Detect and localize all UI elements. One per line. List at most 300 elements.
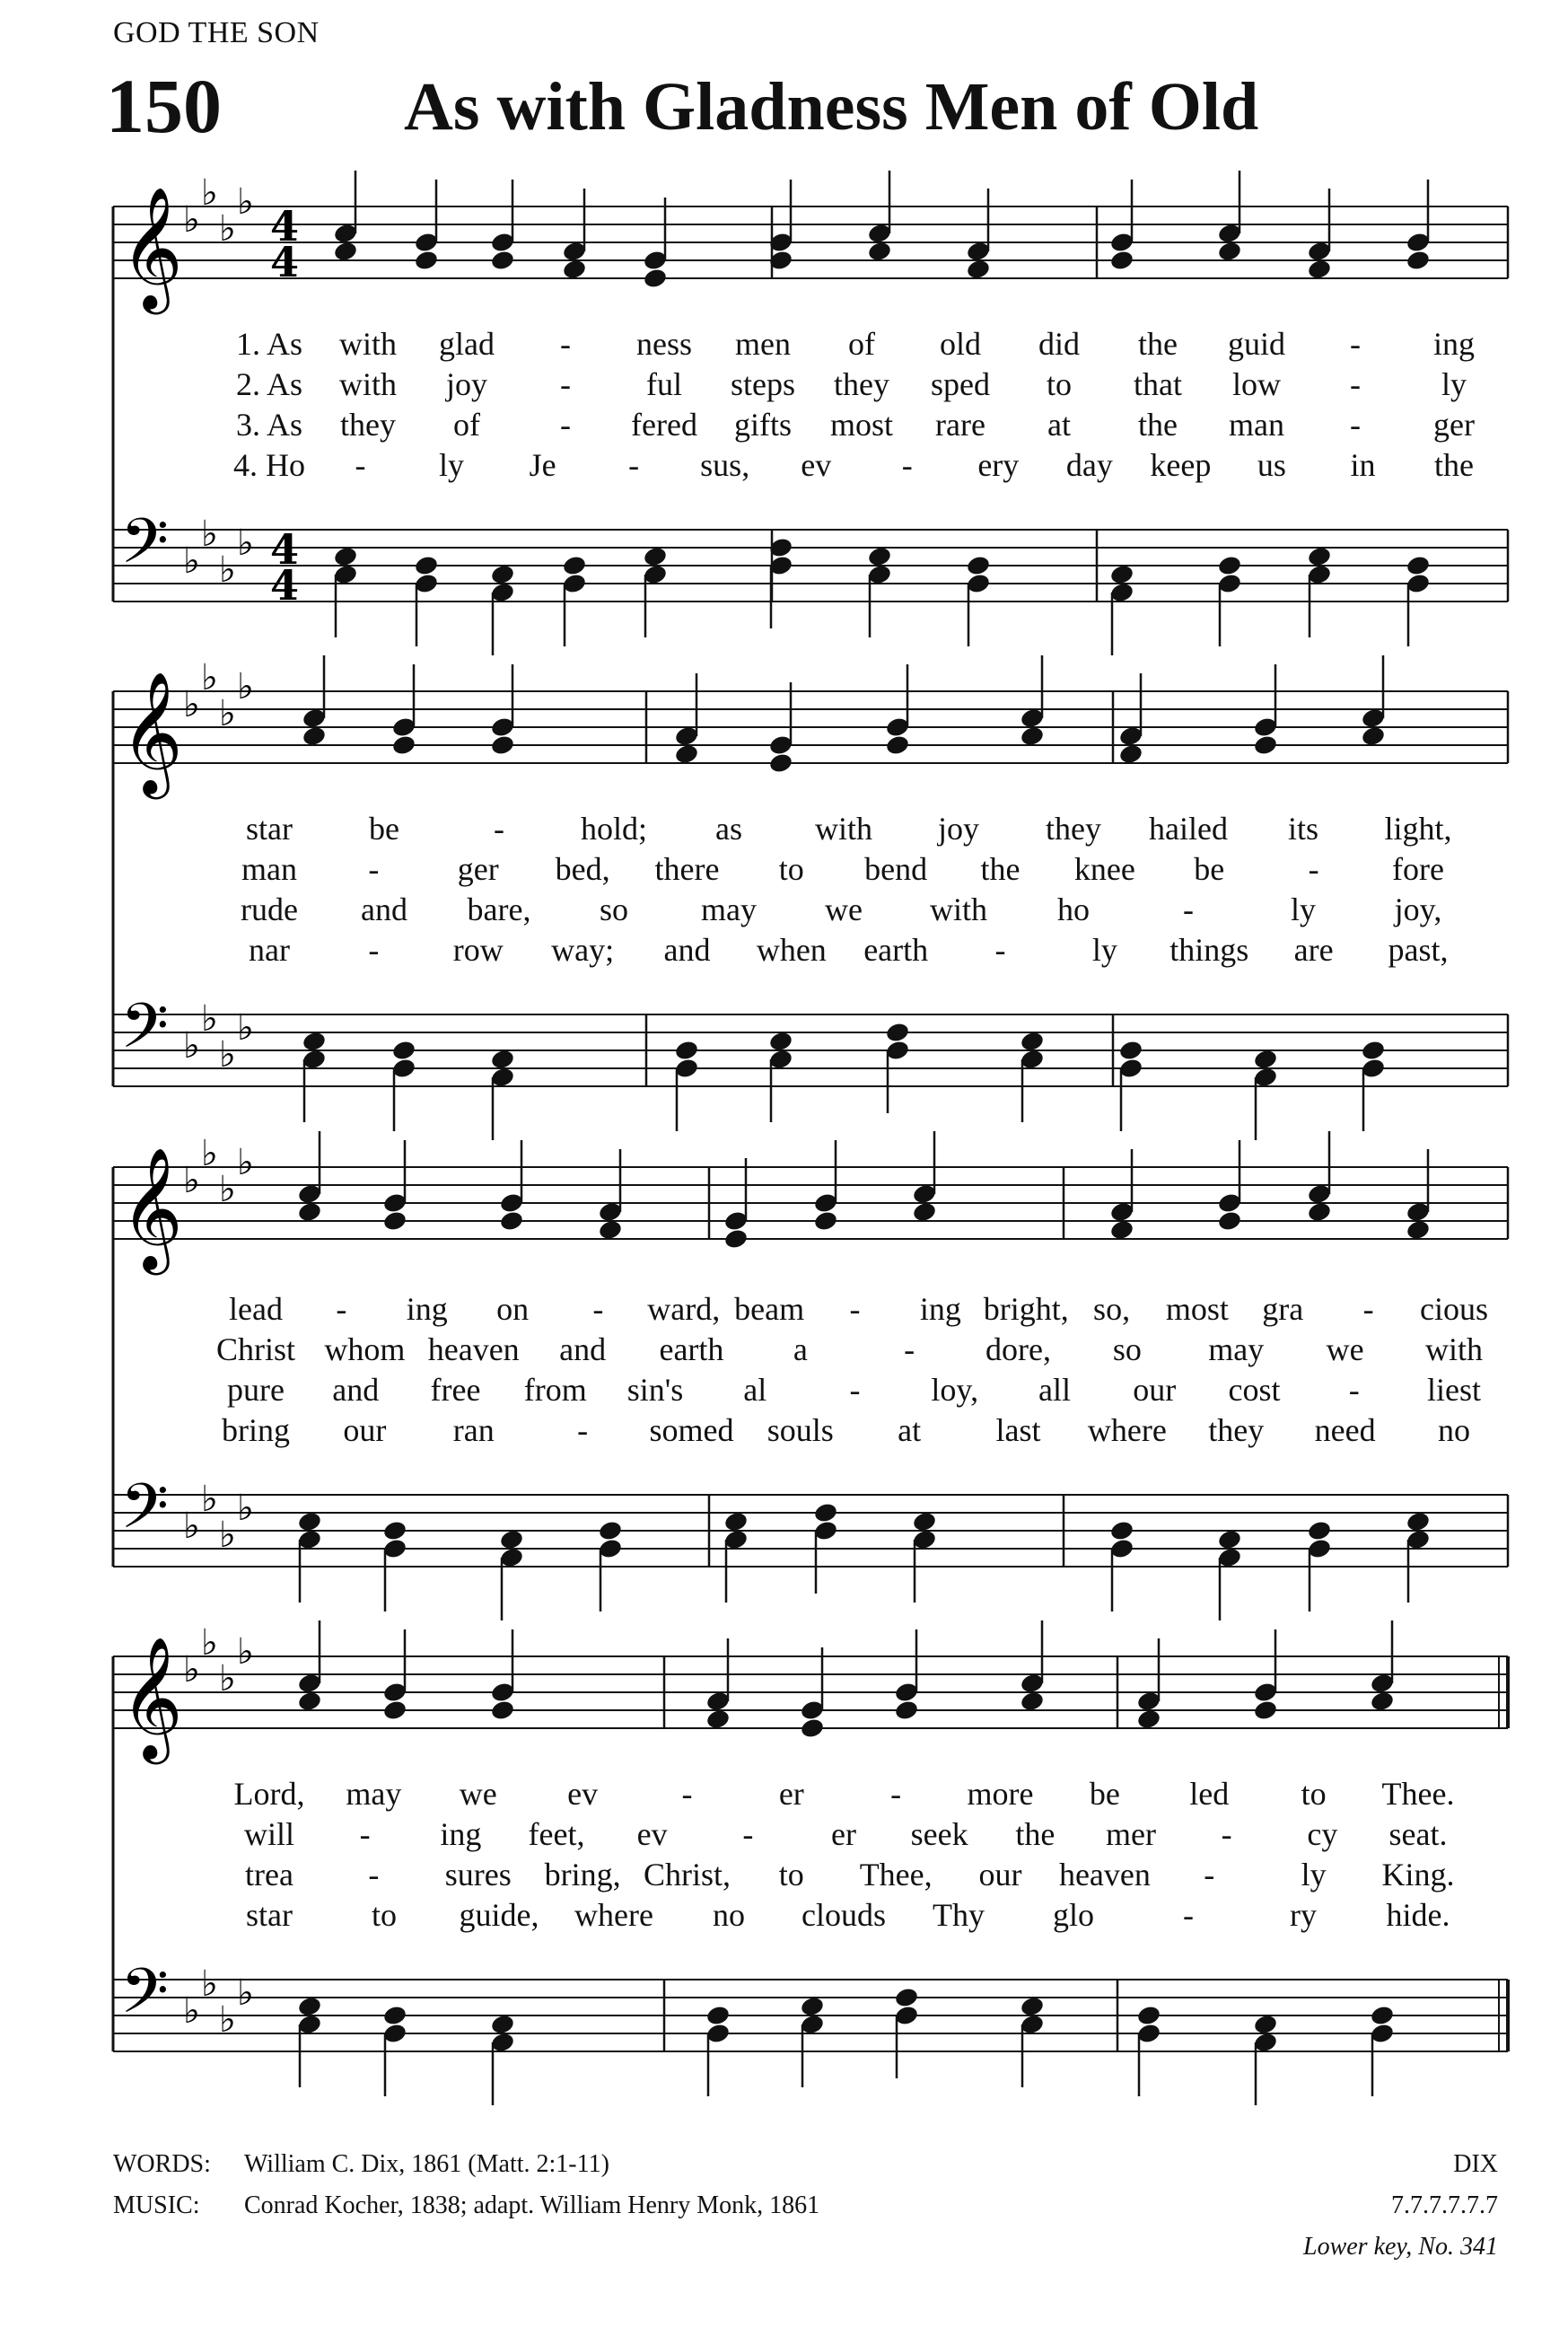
syllable-hyphen: - [368, 932, 380, 968]
lyric-syllable: and [663, 932, 711, 968]
note-head [1253, 1048, 1279, 1070]
lyric-syllable: that [1134, 366, 1182, 402]
lyric-syllable: ward, [647, 1291, 721, 1327]
treble-clef-icon: 𝄞 [120, 670, 183, 794]
lyric-syllable: somed [649, 1412, 734, 1448]
lyric-syllable: ery [977, 447, 1020, 483]
words-text: William C. Dix, 1861 (Matt. 2:1-11) [244, 2150, 609, 2178]
syllable-hyphen: - [560, 326, 571, 362]
lyric-syllable: our [978, 1857, 1022, 1893]
music-credit [113, 2185, 819, 2226]
words-label: WORDS: [113, 2150, 211, 2178]
lyric-syllable: will [243, 1816, 295, 1852]
lyric-syllable: fore [1392, 851, 1444, 887]
lyric-syllable: joy [937, 811, 980, 847]
lyric-syllable: light, [1384, 811, 1452, 847]
lyric-syllable: er [831, 1816, 856, 1852]
note-head [1370, 2004, 1396, 2026]
lyric-syllable: from [523, 1372, 587, 1408]
lyric-syllable: heaven [427, 1331, 520, 1367]
note-head [1109, 249, 1135, 271]
lyric-line [0, 365, 1568, 405]
note-head [1361, 725, 1387, 747]
flat-icon: ♭ [219, 1658, 236, 1699]
lyric-syllable: be [369, 811, 399, 847]
flat-icon: ♭ [183, 199, 200, 241]
lyric-syllable: bring [222, 1412, 290, 1448]
flat-icon: ♭ [201, 1479, 218, 1520]
lyric-syllable: guide, [459, 1897, 539, 1933]
lyric-line [0, 931, 1568, 970]
lyric-syllable: be [1194, 851, 1225, 887]
syllable-hyphen: - [890, 1776, 902, 1812]
lyric-syllable: sures [444, 1857, 512, 1893]
lyric-syllable: loy, [931, 1372, 979, 1408]
note-head [768, 751, 794, 774]
lyric-syllable: the [1015, 1816, 1056, 1852]
lyric-syllable: they [340, 407, 396, 443]
syllable-hyphen: - [1350, 366, 1361, 402]
note-head [1406, 249, 1432, 271]
lyric-syllable: all [1038, 1372, 1071, 1408]
note-head [414, 249, 440, 271]
lyric-syllable: to [1301, 1776, 1327, 1812]
lyric-syllable: sped [931, 366, 990, 402]
lyric-syllable: the [1434, 447, 1474, 483]
lyric-syllable: knee [1073, 851, 1135, 887]
lyric-syllable: 2. As [235, 366, 303, 402]
note-head [382, 1209, 408, 1232]
lyric-syllable: ing [440, 1816, 482, 1852]
time-signature: 4 [270, 525, 300, 574]
note-head [1020, 725, 1046, 747]
lyric-syllable: our [1133, 1372, 1177, 1408]
lyric-line [0, 325, 1568, 364]
lyric-syllable: free [430, 1372, 481, 1408]
tune-meter: 7.7.7.7.7.7 [1391, 2191, 1498, 2219]
lyric-syllable: ev [801, 447, 832, 483]
lyric-syllable: ger [457, 851, 499, 887]
note-head [705, 1708, 731, 1730]
flat-icon: ♭ [201, 657, 218, 698]
lyric-syllable: of [848, 326, 875, 362]
syllable-hyphen: - [494, 811, 504, 847]
note-head [1217, 554, 1243, 576]
lyric-syllable: no [713, 1897, 745, 1933]
flat-icon: ♭ [237, 1972, 254, 2014]
lyric-syllable: men [735, 326, 791, 362]
section-label: GOD THE SON [113, 16, 320, 49]
note-head [912, 1510, 938, 1532]
syllable-hyphen: - [681, 1776, 693, 1812]
lyric-syllable: man [1229, 407, 1284, 443]
lyric-syllable: old [939, 326, 982, 362]
lyric-syllable: they [1208, 1412, 1265, 1448]
lyric-syllable: Thee. [1381, 1776, 1455, 1812]
flat-icon: ♭ [237, 523, 254, 564]
flat-icon: ♭ [201, 514, 218, 555]
bass-clef-icon: 𝄢 [120, 505, 170, 593]
hymn-title: As with Gladness Men of Old [404, 69, 1259, 145]
note-head [1136, 1708, 1162, 1730]
flat-icon: ♭ [183, 1160, 200, 1201]
syllable-hyphen: - [1204, 1857, 1215, 1893]
note-head [382, 1519, 408, 1541]
lyric-syllable: seek [910, 1816, 968, 1852]
lyric-syllable: and [332, 1372, 380, 1408]
syllable-hyphen: - [1308, 851, 1319, 887]
note-head [490, 733, 516, 756]
lyric-syllable: we [825, 891, 863, 927]
lyric-syllable: cost [1228, 1372, 1281, 1408]
lyric-syllable: the [1138, 407, 1178, 443]
tune-name: DIX [1453, 2150, 1498, 2178]
lyric-syllable: ev [567, 1776, 599, 1812]
lyric-syllable: joy, [1394, 891, 1442, 927]
bass-clef-icon: 𝄢 [120, 1470, 170, 1558]
flat-icon: ♭ [183, 540, 200, 582]
lyric-syllable: joy [445, 366, 488, 402]
lyric-syllable: ger [1433, 407, 1475, 443]
lyric-syllable: glad [439, 326, 495, 362]
lyric-syllable: clouds [802, 1897, 886, 1933]
lyric-syllable: ho [1057, 891, 1090, 927]
bass-clef-icon: 𝄢 [120, 1954, 170, 2042]
note-head [1136, 2004, 1162, 2026]
note-head [1406, 1218, 1432, 1241]
flat-icon: ♭ [201, 172, 218, 214]
lyric-syllable: bend [864, 851, 928, 887]
note-head [382, 2004, 408, 2026]
lyric-syllable: are [1293, 932, 1334, 968]
syllable-hyphen: - [368, 851, 380, 887]
note-head [1361, 1039, 1387, 1061]
lyric-syllable: hailed [1149, 811, 1228, 847]
lyric-syllable: rare [935, 407, 985, 443]
lyric-syllable: us [1257, 447, 1286, 483]
credits [113, 2144, 819, 2226]
note-head [490, 563, 516, 585]
lyric-syllable: Thy [933, 1897, 985, 1933]
lyric-syllable: er [778, 1776, 804, 1812]
flat-icon: ♭ [219, 208, 236, 250]
lyric-syllable: 4. Ho [233, 447, 305, 483]
lyric-syllable: 3. As [235, 407, 303, 443]
lyric-syllable: heaven [1058, 1857, 1151, 1893]
lyric-syllable: guid [1227, 326, 1286, 362]
note-head [1307, 1200, 1333, 1223]
lyric-syllable: King. [1381, 1857, 1455, 1893]
note-head [912, 1200, 938, 1223]
note-head [302, 725, 328, 747]
note-head [297, 1690, 323, 1712]
flat-icon: ♭ [237, 1007, 254, 1049]
note-head [1253, 2013, 1279, 2035]
lyric-syllable: past, [1388, 932, 1449, 968]
note-head [674, 1039, 700, 1061]
flat-icon: ♭ [237, 1142, 254, 1183]
note-head [885, 733, 911, 756]
lyric-syllable: things [1169, 932, 1249, 968]
flat-icon: ♭ [183, 1025, 200, 1067]
lyric-syllable: ing [1432, 326, 1476, 362]
treble-clef-icon: 𝄞 [120, 1146, 183, 1269]
syllable-hyphen: - [904, 1331, 915, 1367]
lyric-syllable: the [1138, 326, 1178, 362]
flat-icon: ♭ [237, 1488, 254, 1529]
note-head [813, 1209, 839, 1232]
note-head [382, 1699, 408, 1721]
lyric-syllable: cious [1420, 1291, 1488, 1327]
note-head [768, 1030, 794, 1052]
note-head [1307, 545, 1333, 567]
lyric-syllable: with [1424, 1331, 1484, 1367]
lyric-syllable: ly [439, 447, 465, 483]
lyric-line [0, 1411, 1568, 1451]
syllable-hyphen: - [577, 1412, 589, 1448]
lyric-syllable: steps [731, 366, 795, 402]
lyric-syllable: no [1438, 1412, 1470, 1448]
note-head [391, 733, 417, 756]
lyric-syllable: we [459, 1776, 497, 1812]
lyric-line [0, 850, 1568, 890]
note-head [598, 1218, 624, 1241]
note-head [1118, 1039, 1144, 1061]
lyric-syllable: ev [636, 1816, 668, 1852]
words-credit [113, 2144, 819, 2185]
music-label: MUSIC: [113, 2191, 200, 2219]
note-head [643, 267, 669, 289]
syllable-hyphen: - [368, 1857, 380, 1893]
lyric-syllable: there [654, 851, 720, 887]
lyric-syllable: and [361, 891, 407, 927]
note-head [1217, 1528, 1243, 1550]
syllable-hyphen: - [1350, 326, 1361, 362]
note-head [499, 1209, 525, 1232]
syllable-hyphen: - [1183, 1897, 1194, 1933]
note-head [414, 554, 440, 576]
flat-icon: ♭ [219, 693, 236, 734]
note-head [1020, 1030, 1046, 1052]
lyric-syllable: may [701, 891, 757, 927]
note-head [643, 545, 669, 567]
lyric-syllable: man [241, 851, 297, 887]
treble-clef-icon: 𝄞 [120, 185, 183, 309]
flat-icon: ♭ [219, 1034, 236, 1076]
lyric-syllable: souls [766, 1412, 834, 1448]
note-head [1253, 733, 1279, 756]
lyric-syllable: mer [1106, 1816, 1156, 1852]
lyric-line [0, 1896, 1568, 1936]
flat-icon: ♭ [237, 666, 254, 707]
lyric-line [0, 446, 1568, 486]
lyric-syllable: hide. [1386, 1897, 1450, 1933]
note-head [490, 249, 516, 271]
lyric-syllable: to [778, 1857, 804, 1893]
lyric-syllable: sus, [700, 447, 750, 483]
lyric-syllable: ing [919, 1291, 961, 1327]
lyric-syllable: pure [227, 1372, 285, 1408]
note-head [723, 1510, 749, 1532]
flat-icon: ♭ [183, 1990, 200, 2032]
note-head [1020, 1690, 1046, 1712]
lyric-syllable: the [980, 851, 1021, 887]
lyric-syllable: earth [659, 1331, 724, 1367]
note-head [391, 1039, 417, 1061]
note-head [966, 258, 992, 280]
flat-icon: ♭ [219, 1515, 236, 1556]
lyric-syllable: liest [1427, 1372, 1481, 1408]
lyric-syllable: trea [245, 1857, 293, 1893]
lyric-syllable: did [1038, 326, 1081, 362]
flat-icon: ♭ [219, 1169, 236, 1210]
lyric-syllable: so, [1093, 1291, 1131, 1327]
lyric-syllable: bare, [467, 891, 531, 927]
syllable-hyphen: - [1362, 1291, 1374, 1327]
lyric-syllable: Christ, [643, 1857, 731, 1893]
flat-icon: ♭ [219, 549, 236, 591]
lyric-syllable: sin's [626, 1372, 684, 1408]
syllable-hyphen: - [849, 1291, 861, 1327]
lyric-syllable: ly [1091, 932, 1117, 968]
lyric-syllable: our [343, 1412, 387, 1448]
lyric-syllable: ly [1301, 1857, 1327, 1893]
lyric-line [0, 810, 1568, 849]
note-head [1406, 1510, 1432, 1532]
lyric-syllable: Je [529, 447, 556, 483]
syllable-hyphen: - [1348, 1372, 1360, 1408]
lyric-syllable: of [453, 407, 480, 443]
lyric-syllable: ly [1441, 366, 1467, 402]
note-head [867, 545, 893, 567]
lyric-syllable: need [1314, 1412, 1376, 1448]
tune-info [1303, 2144, 1498, 2268]
note-head [966, 554, 992, 576]
lyric-syllable: row [452, 932, 504, 968]
lyric-syllable: ness [636, 326, 692, 362]
flat-icon: ♭ [201, 1133, 218, 1174]
note-head [333, 545, 359, 567]
lyric-syllable: gifts [733, 407, 793, 443]
syllable-hyphen: - [742, 1816, 754, 1852]
time-signature: 4 [270, 238, 300, 286]
note-head [800, 1717, 826, 1739]
lyric-syllable: as [715, 811, 742, 847]
note-head [674, 742, 700, 765]
lyric-syllable: so [599, 891, 629, 927]
note-head [894, 1986, 920, 2008]
note-head [1109, 1519, 1135, 1541]
note-head [705, 2004, 731, 2026]
lyric-syllable: ry [1290, 1897, 1317, 1933]
lyric-syllable: so [1112, 1331, 1142, 1367]
syllable-hyphen: - [560, 366, 571, 402]
lyric-syllable: bed, [555, 851, 610, 887]
lyric-syllable: most [829, 407, 894, 443]
syllable-hyphen: - [901, 447, 913, 483]
note-head [1307, 258, 1333, 280]
lyric-line [0, 1290, 1568, 1330]
lyric-syllable: lead [229, 1291, 283, 1327]
flat-icon: ♭ [183, 1506, 200, 1547]
time-signature: 4 [270, 202, 300, 250]
lyric-syllable: in [1350, 447, 1376, 483]
lyric-syllable: cy [1307, 1816, 1338, 1852]
lyric-syllable: when [756, 932, 827, 968]
note-head [894, 1699, 920, 1721]
lyric-syllable: day [1065, 447, 1113, 483]
lyric-syllable: star [246, 811, 293, 847]
note-head [598, 1519, 624, 1541]
lyric-line [0, 406, 1568, 445]
flat-icon: ♭ [237, 181, 254, 223]
music-text: Conrad Kocher, 1838; adapt. William Henry Monk, 1861 [244, 2191, 820, 2219]
lyric-syllable: Christ [215, 1331, 296, 1367]
note-head [297, 1200, 323, 1223]
lyric-syllable: on [496, 1291, 530, 1327]
syllable-hyphen: - [1350, 407, 1361, 443]
lyric-syllable: low [1232, 366, 1281, 402]
syllable-hyphen: - [628, 447, 640, 483]
lyric-syllable: nar [249, 932, 290, 968]
lyric-line [0, 1775, 1568, 1814]
lyric-syllable: al [743, 1372, 767, 1408]
note-head [885, 1021, 911, 1043]
lyric-syllable: Thee, [859, 1857, 933, 1893]
lyric-syllable: beam [734, 1291, 805, 1327]
note-head [1109, 1218, 1135, 1241]
note-head [867, 240, 893, 262]
note-head [813, 1501, 839, 1524]
lyric-syllable: be [1089, 1776, 1120, 1812]
note-head [1020, 1995, 1046, 2017]
note-head [302, 1030, 328, 1052]
alt-key-note: Lower key, No. 341 [1303, 2233, 1498, 2261]
lyric-syllable: may [1208, 1331, 1265, 1367]
lyric-line [0, 1330, 1568, 1370]
lyric-syllable: and [559, 1331, 607, 1367]
lyric-line [0, 891, 1568, 930]
note-head [1217, 1209, 1243, 1232]
lyric-syllable: led [1189, 1776, 1230, 1812]
lyric-syllable: hold; [580, 811, 648, 847]
note-head [562, 554, 588, 576]
note-head [490, 1048, 516, 1070]
lyric-syllable: way; [551, 932, 615, 968]
lyric-syllable: they [1046, 811, 1101, 847]
lyric-syllable: to [778, 851, 804, 887]
lyric-syllable: bring, [544, 1857, 621, 1893]
note-head [1307, 1519, 1333, 1541]
note-head [1118, 742, 1144, 765]
lyric-syllable: seat. [1388, 1816, 1448, 1852]
syllable-hyphen: - [560, 407, 571, 443]
time-signature: 4 [270, 561, 300, 610]
note-head [562, 258, 588, 280]
note-head [1370, 1690, 1396, 1712]
lyric-syllable: earth [863, 932, 929, 968]
lyric-syllable: a [793, 1331, 808, 1367]
lyric-line [0, 1371, 1568, 1410]
treble-clef-icon: 𝄞 [120, 1635, 183, 1759]
lyric-syllable: may [346, 1776, 402, 1812]
lyric-syllable: where [1087, 1412, 1167, 1448]
syllable-hyphen: - [359, 1816, 371, 1852]
lyric-syllable: star [246, 1897, 293, 1933]
lyric-syllable: last [995, 1412, 1041, 1448]
lyric-syllable: we [1326, 1331, 1364, 1367]
lyric-syllable: with [338, 366, 398, 402]
